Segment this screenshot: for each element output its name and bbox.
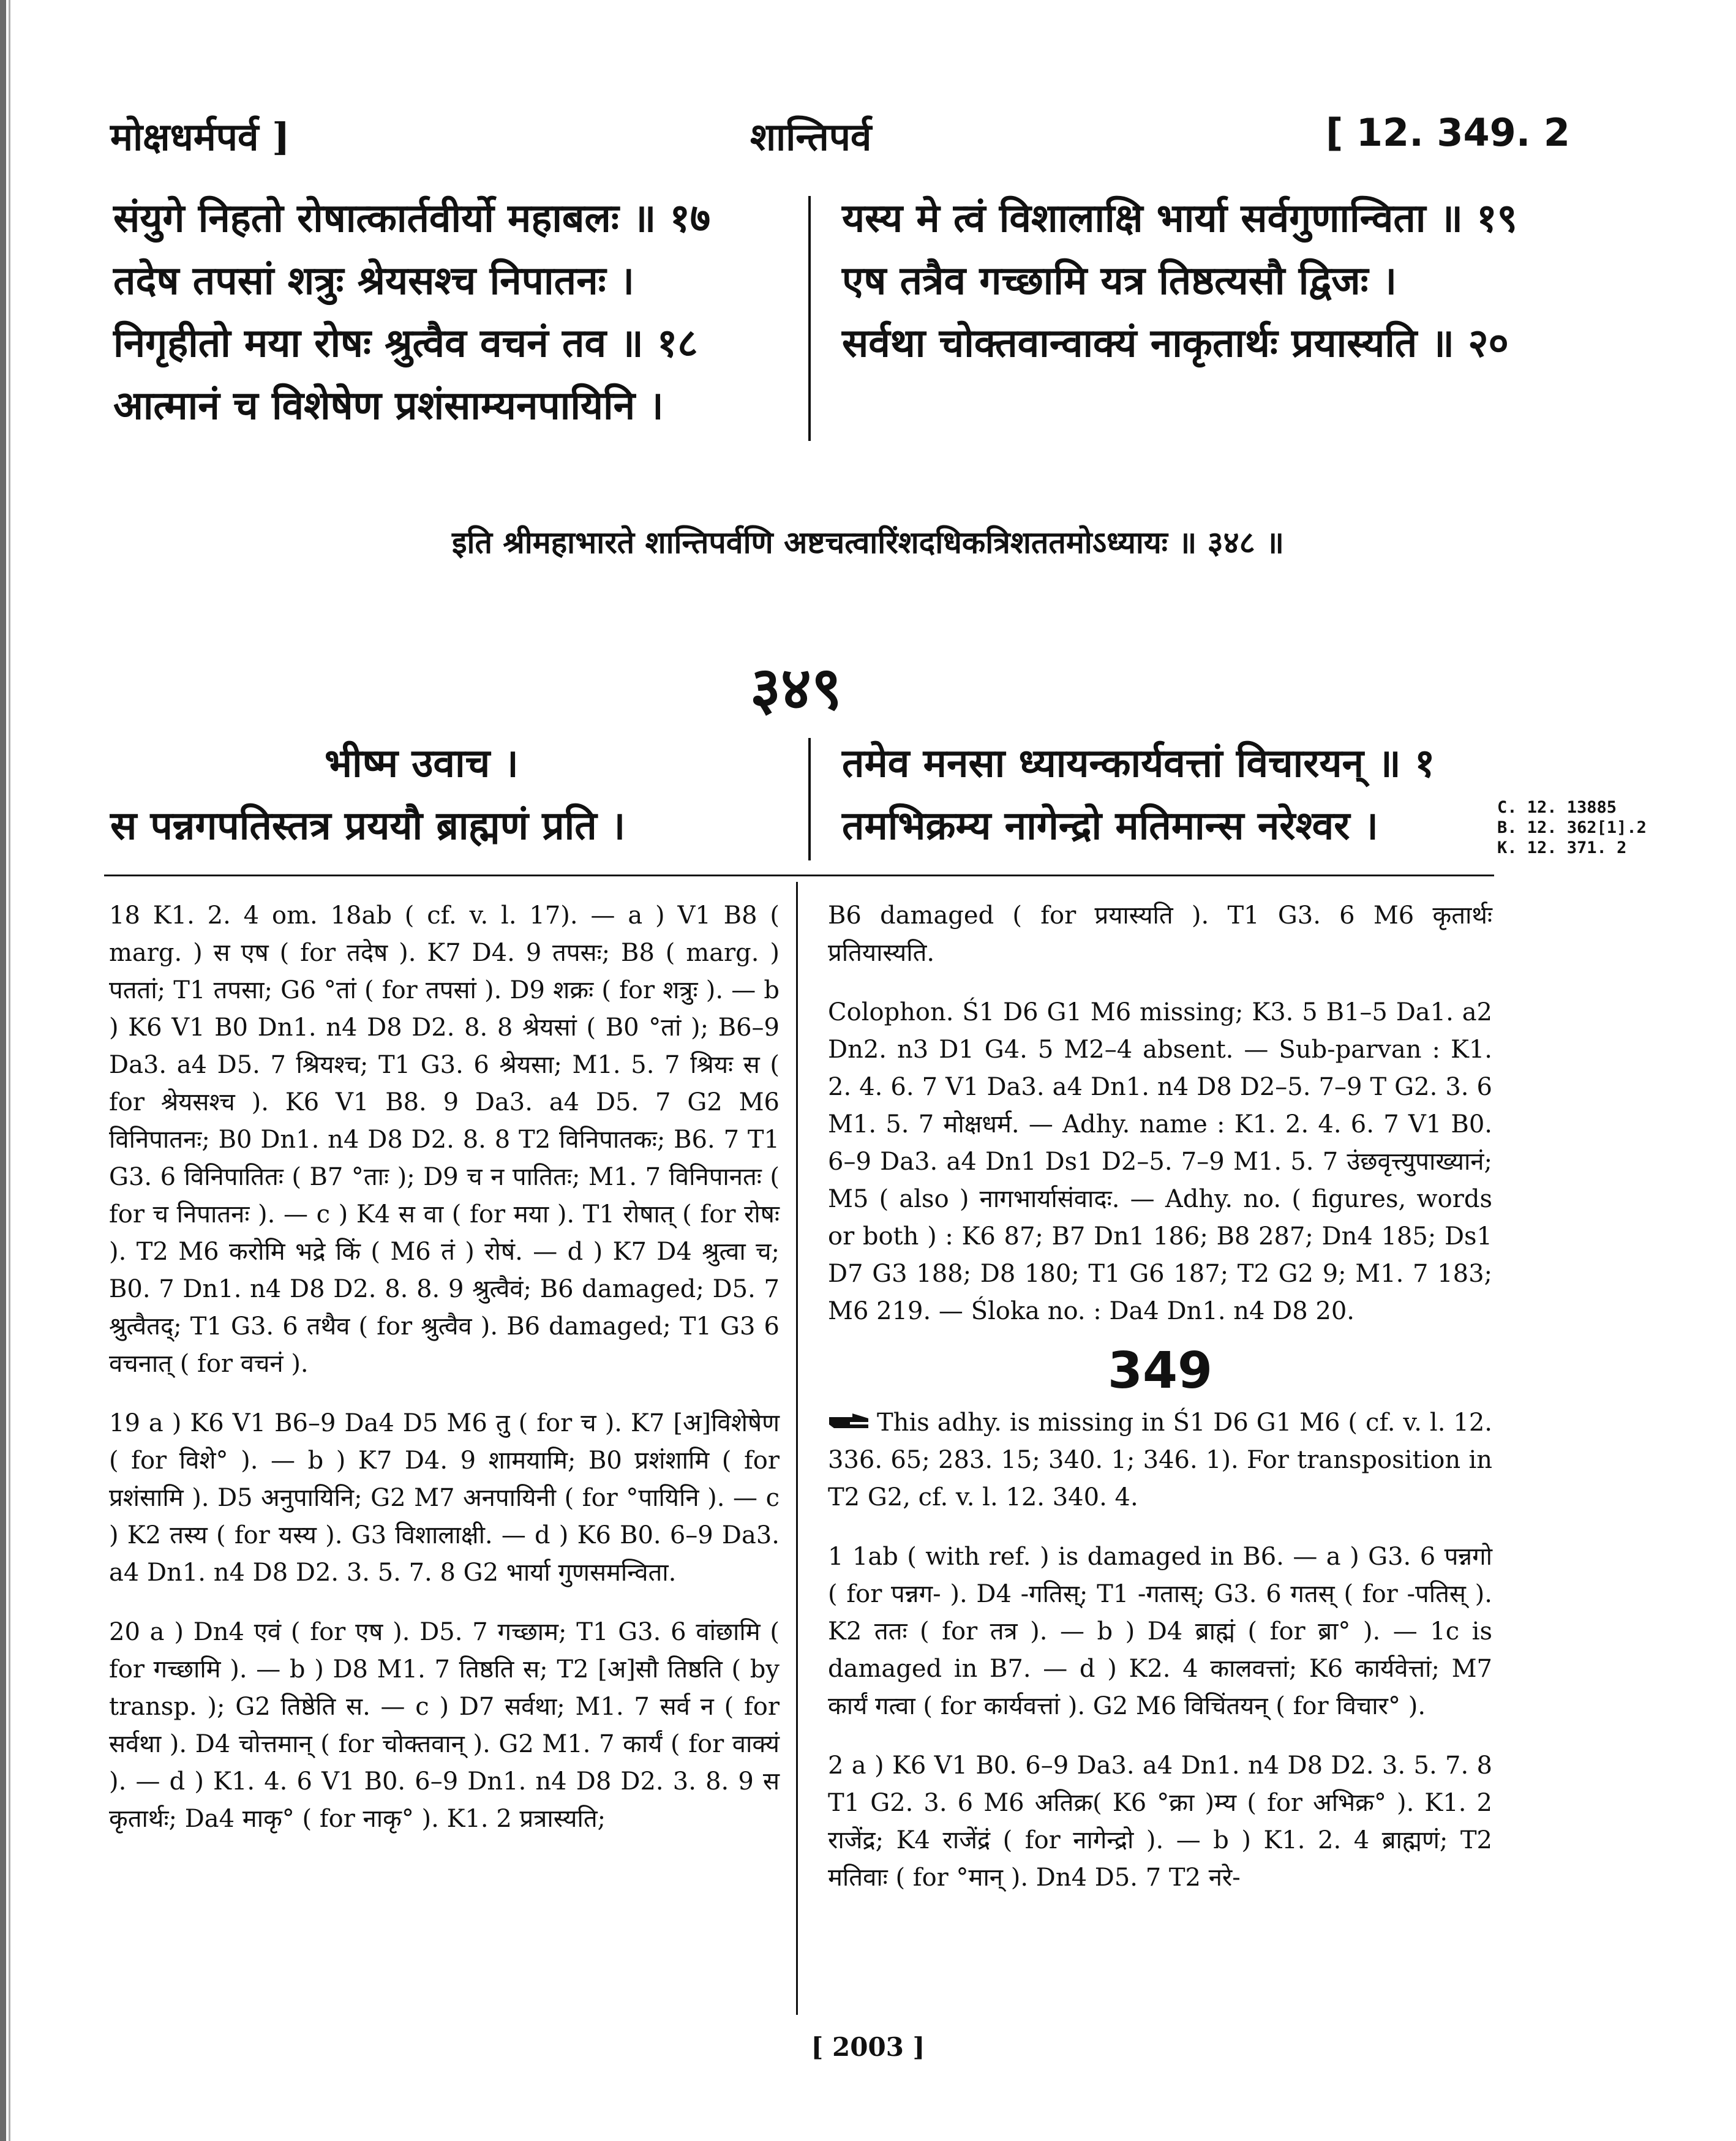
apparatus-right-column <box>828 897 1492 1897</box>
verse-line: संयुगे निहतो रोषात्कार्तवीर्यो महाबलः ॥ १७ <box>113 195 711 241</box>
verse-block-349-right <box>842 732 1435 857</box>
note-18: 18 K1. 2. 4 om. 18ab ( cf. v. l. 17). — a ) V1 B8 ( marg. ) स एष ( for तदेष ). K7 D4. 9 तपसः; B8 ( marg. ) पततां; T1 तपसा; G6 °तां ( for तपसां ). D9 शक्रः ( for शत्रुः ). — b ) K6 V1 B0 Dn1. n4 D8 D2. 8. 8 श्रेयसां ( B0 °तां ); B6–9 Da3. a4 D5. 7 श्रियश्च; T1 G3. 6 श्रेयसा; M1. 5. 7 श्रियः स ( for श्रेयसश्च ). K6 V1 B8. 9 Da3. a4 D5. 7 G2 M6 विनिपातनः; B0 Dn1. n4 D8 D2. 8. 8 T2 विनिपातकः; B6. 7 T1 G3. 6 विनिपातितः ( B7 °ताः ); D9 च न पातितः; M1. 7 विनिपानतः ( for च निपातनः ). — c ) K4 स वा ( for मया ). T1 रोषात् ( for रोषः ). T2 M6 करोमि भद्रे किं ( M6 तं ) रोषं. — d ) K7 D4 श्रुत्वा च; B0. 7 Dn1. n4 D8 D2. 8. 8. 9 श्रुत्वैवं; B6 damaged; D5. 7 श्रुत्वैतद्; T1 G3. 6 तथैव ( for श्रुत्वैव ). B6 damaged; T1 G3 6 वचनात् ( for वचनं ). <box>109 901 780 1378</box>
adhyaya-heading: ३४९ <box>750 653 842 723</box>
verse-line: तमभिक्रम्य नागेन्द्रो मतिमान्स नरेश्वर । <box>842 803 1378 849</box>
verse-line: तदेष तपसां शत्रुः श्रेयसश्च निपातनः । <box>113 258 635 304</box>
apparatus-rule <box>104 875 1494 876</box>
verse-line: स पन्नगपतिस्तत्र प्रययौ ब्राह्मणं प्रति । <box>110 803 626 849</box>
page-number: [ 2003 ] <box>811 2032 925 2062</box>
verse-line: निगृहीतो मया रोषः श्रुत्वैव वचनं तव ॥ १८ <box>113 320 698 366</box>
verse-block-349-left <box>110 732 784 857</box>
scan-edge-shadow <box>0 0 6 2141</box>
note-1: 1 1ab ( with ref. ) is damaged in B6. — a ) G3. 6 पन्नगो ( for पन्नग- ). D4 -गतिस्; T1 -गतास्; G3. 6 गतस् ( for -पतिस् ). K2 ततः ( for तत्र ). — b ) D4 ब्राह्मं ( for ब्रा° ). — 1c is damaged in B7. — d ) K2. 4 कालवत्तां; K6 कार्यवेत्तां; M7 कार्यं गत्वा ( for कार्यवत्तां ). G2 M6 विचिंतयन् ( for विचार° ). <box>828 1543 1492 1720</box>
verse-line: सर्वथा चोक्तवान्वाक्यं नाकृतार्थः प्रयास्यति ॥ २० <box>842 320 1509 366</box>
verse-line: तमेव मनसा ध्यायन्कार्यवत्तां विचारयन् ॥ १ <box>842 740 1435 786</box>
note-adhyaya-intro <box>828 1404 1492 1516</box>
ref-kumbhakonam: K. 12. 371. 2 <box>1497 838 1627 857</box>
note-colophon: Colophon. Ś1 D6 G1 M6 missing; K3. 5 B1–5 Da1. a2 Dn2. n3 D1 G4. 5 M2–4 absent. — Sub-parvan : K1. 2. 4. 6. 7 V1 Da3. a4 Dn1. n4 D8 D2–5. 7–9 T G2. 3. 6 M1. 5. 7 मोक्षधर्म. — Adhy. name : K1. 2. 4. 6. 7 V1 B0. 6–9 Da3. a4 Dn1 Ds1 D2–5. 7–9 M1. 5. 7 उंछवृत्त्युपाख्यानं; M5 ( also ) नागभार्यासंवादः. — Adhy. no. ( figures, words or both ) : K6 87; B7 Dn1 186; B8 287; Dn4 185; Ds1 D7 G3 188; D8 180; T1 G6 187; T2 G2 9; M1. 7 183; M6 219. — Śloka no. : Da4 Dn1. n4 D8 20. <box>828 998 1492 1325</box>
note-20-continued: B6 damaged ( for प्रयास्यति ). T1 G3. 6 M6 कृतार्थः प्रतियास्यति. <box>828 901 1492 967</box>
adhyaya-number: 349 <box>1107 1342 1213 1400</box>
ref-bombay: B. 12. 362[1].2 <box>1497 818 1647 837</box>
running-header-left: मोक्षधर्मपर्व ] <box>110 115 290 159</box>
verse-block-left <box>113 187 710 437</box>
note-adhyaya-intro-text: This adhy. is missing in Ś1 D6 G1 M6 ( cf. v. l. 12. 336. 65; 283. 15; 340. 1; 346. 1). For transposition in T2 G2, cf. v. l. 12. 340. 4. <box>828 1409 1492 1511</box>
speaker-line: भीष्म उवाच । <box>325 740 519 786</box>
verse-divider-349 <box>808 738 811 860</box>
verse-block-right <box>842 187 1517 375</box>
running-header-center: शान्तिपर्व <box>750 115 872 159</box>
pointing-hand-icon <box>828 1407 871 1430</box>
scan-edge-shadow-inner <box>9 0 10 2141</box>
note-2: 2 a ) K6 V1 B0. 6–9 Da3. a4 Dn1. n4 D8 D2. 3. 5. 7. 8 T1 G2. 3. 6 M6 अतिक्र( K6 °क्रा )म्य ( for अभिक्र° ). K1. 2 राजेंद्र; K4 राजेंद्रं ( for नागेन्द्रो ). — b ) K1. 2. 4 ब्राह्मणं; T2 मतिवाः ( for °मान् ). Dn4 D5. 7 T2 नरे- <box>828 1752 1492 1892</box>
verse-line: आत्मानं च विशेषेण प्रशंसाम्यनपायिनि । <box>113 383 664 429</box>
verse-line: एष तत्रैव गच्छामि यत्र तिष्ठत्यसौ द्विजः । <box>842 258 1397 304</box>
concordance-refs <box>1497 797 1647 858</box>
chapter-colophon: इति श्रीमहाभारते शान्तिपर्वणि अष्टचत्वारिंशदधिकत्रिशततमोऽध्यायः ॥ ३४८ ॥ <box>451 524 1285 560</box>
apparatus-left-column <box>109 897 780 1838</box>
note-19: 19 a ) K6 V1 B6–9 Da4 D5 M6 तु ( for च ). K7 [अ]विशेषेण ( for विशे° ). — b ) K7 D4. 9 शामयामि; B0 प्रशंशामि ( for प्रशंसामि ). D5 अनुपायिनि; G2 M7 अनपायिनी ( for °पायिनि ). — c ) K2 तस्य ( for यस्य ). G3 विशालाक्षी. — d ) K6 B0. 6–9 Da3. a4 Dn1. n4 D8 D2. 3. 5. 7. 8 G2 भार्या गुणसमन्विता. <box>109 1409 780 1587</box>
column-divider <box>796 882 798 2015</box>
note-20: 20 a ) Dn4 एवं ( for एष ). D5. 7 गच्छाम; T1 G3. 6 वांछामि ( for गच्छामि ). — b ) D8 M1. 7 तिष्ठति स; T2 [अ]सौ तिष्ठति ( by transp. ); G2 तिष्ठेति स. — c ) D7 सर्वथा; M1. 7 सर्व न ( for सर्वथा ). D4 चोत्तमान् ( for चोक्तवान् ). G2 M1. 7 कार्यं ( for वाक्यं ). — d ) K1. 4. 6 V1 B0. 6–9 Dn1. n4 D8 D2. 3. 8. 9 स कृतार्थः; Da4 माकृ° ( for नाकृ° ). K1. 2 प्रत्रास्यति; <box>109 1618 780 1833</box>
running-header-right: [ 12. 349. 2 <box>1326 110 1571 155</box>
verse-divider <box>808 196 811 441</box>
verse-line: यस्य मे त्वं विशालाक्षि भार्या सर्वगुणान्विता ॥ १९ <box>842 195 1517 241</box>
ref-calcutta: C. 12. 13885 <box>1497 798 1617 817</box>
